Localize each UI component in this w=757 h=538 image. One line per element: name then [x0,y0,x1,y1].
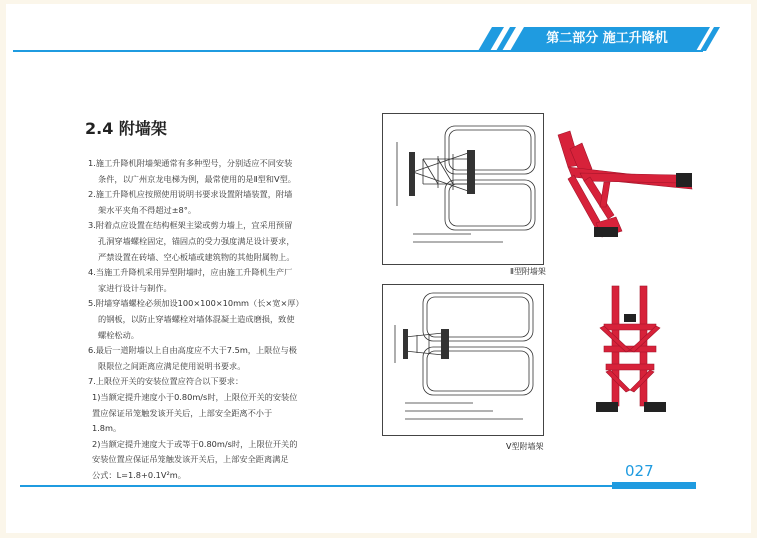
type2-bracket-drawing [382,113,544,265]
paragraph-16: 1)当额定提升速度小于0.80m/s时，上限位开关的安装位 [92,391,298,402]
paragraph-13: 6.最后一道附墙以上自由高度应不大于7.5m，上限位与极 [88,345,297,356]
paragraph-20: 安装位置应保证吊笼触发该开关后，上部安全距离满足 [92,454,289,465]
type2-bracket-photo [550,127,700,257]
paragraph-15: 7.上限位开关的安装位置应符合以下要求： [88,376,244,387]
paragraph-9: 家进行设计与制作。 [98,282,172,293]
header-divider [13,50,703,52]
footer-divider [20,485,695,487]
body-text [88,156,350,483]
typev-bracket-drawing [382,284,544,436]
paragraph-3: 2.施工升降机应按照使用说明书要求设置附墙装置，附墙 [88,189,293,200]
typev-bracket-photo [590,284,672,430]
typev-caption: V型附墙架 [506,442,544,451]
paragraph-4: 架水平夹角不得超过±8°。 [98,204,197,215]
section-title: 2.4 附墙架 [85,119,167,138]
footer-accent-block [612,482,696,489]
paragraph-18: 1.8m。 [92,423,122,434]
paragraph-17: 置应保证吊笼触发该开关后，上部安全距离不小于 [92,407,273,418]
paragraph-5: 3.附着点应设置在结构框架主梁或剪力墙上，宜采用预留 [88,220,293,231]
paragraph-21: 公式：L=1.8+0.1V²m。 [92,469,186,480]
page-number: 027 [625,462,654,480]
paragraph-8: 4.当施工升降机采用异型附墙时，应由施工升降机生产厂 [88,267,293,278]
paragraph-11: 的钢板，以防止穿墙螺栓对墙体混凝土造成磨损，致使 [98,313,295,324]
paragraph-7: 严禁设置在砖墙、空心板墙或建筑物的其他附属物上。 [98,251,295,262]
paragraph-12: 螺栓松动。 [98,329,139,340]
paragraph-19: 2)当额定提升速度大于或等于0.80m/s时，上限位开关的 [92,438,298,449]
paragraph-10: 5.附墙穿墙螺栓必须加设100×100×10mm（长×宽×厚） [88,298,304,309]
paragraph-14: 限限位之间距离应满足使用说明书要求。 [98,360,246,371]
type2-caption: Ⅱ型附墙架 [510,267,546,276]
header-section-title: 第二部分 施工升降机 [546,31,668,46]
paragraph-1: 1.施工升降机附墙架通常有多种型号，分别适应不同安装 [88,158,293,168]
paragraph-6: 孔洞穿墙螺栓固定，锚固点的受力强度满足设计要求， [98,235,295,246]
paragraph-2: 条件，以广州京龙电梯为例，最常使用的是Ⅱ型和V型。 [98,173,296,184]
